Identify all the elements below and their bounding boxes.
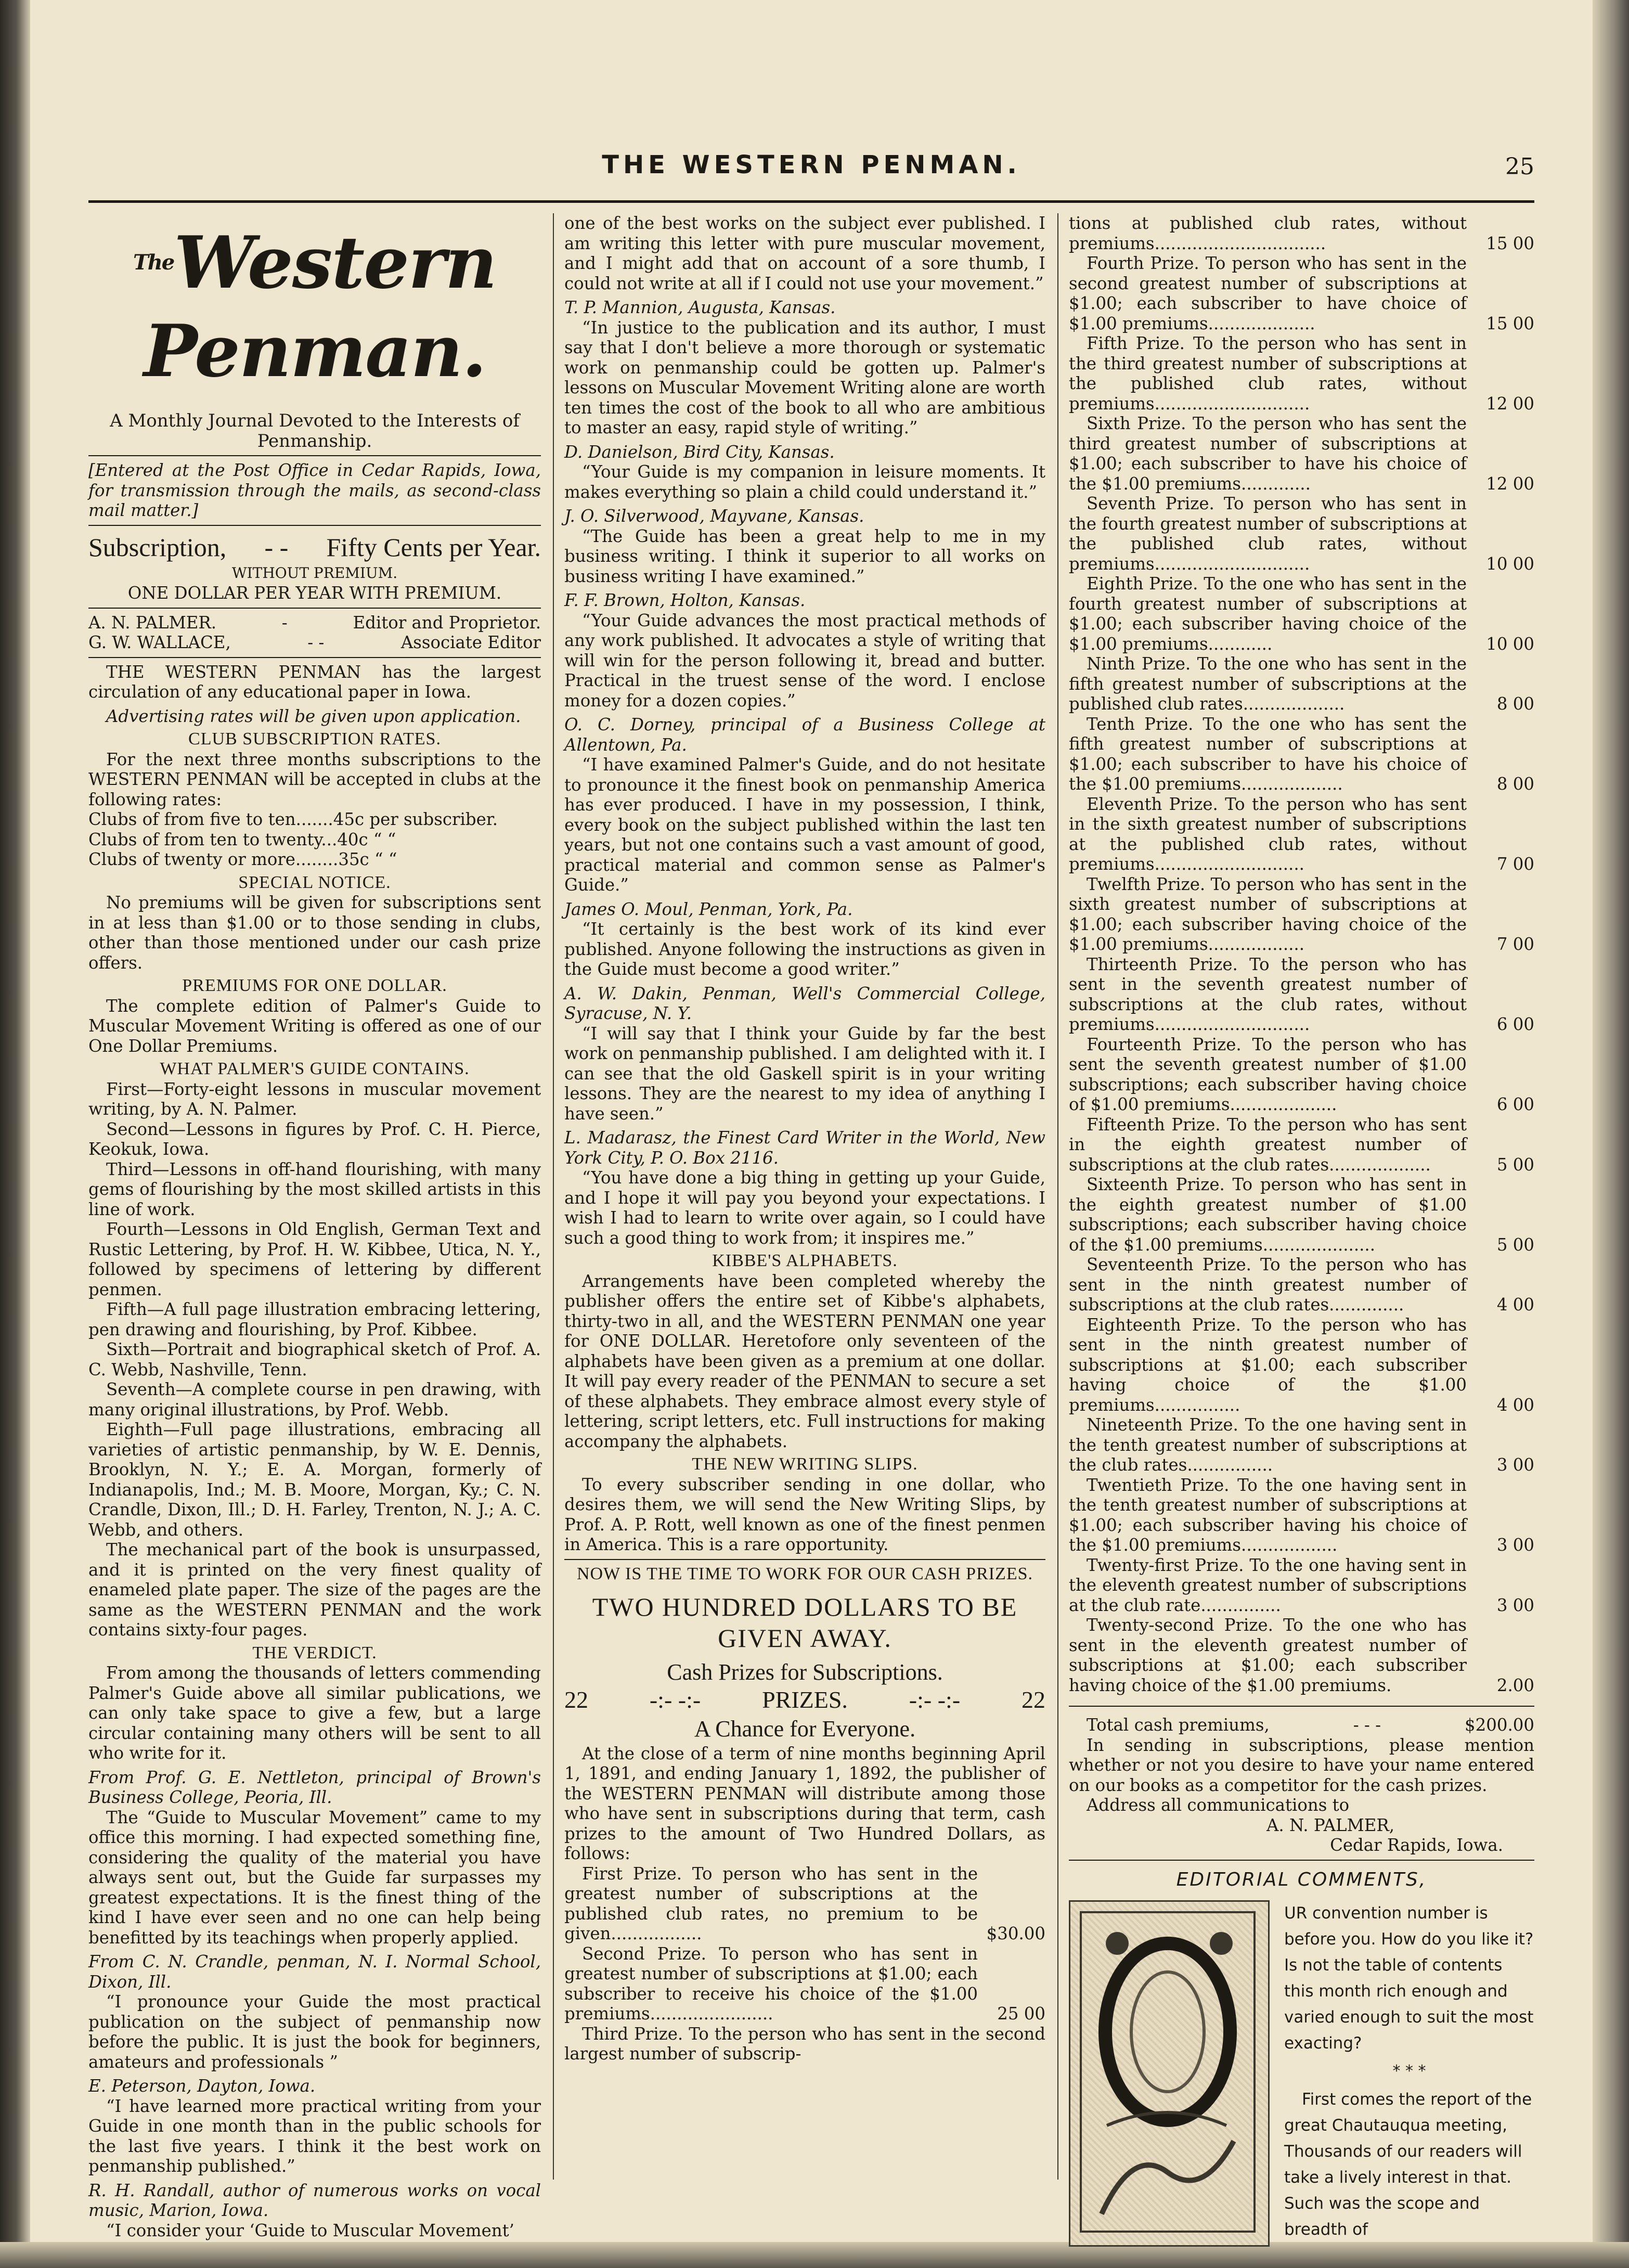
testimonial-text: “I pronounce your Guide the most practical publication on the subject of penmanship now before the public. It is just the book for beginners, amateurs and professionals ” <box>88 1992 541 2072</box>
divider <box>88 657 541 658</box>
subscription-line <box>88 531 541 563</box>
contents-fourth: Fourth—Lessons in Old English, German Text and Rustic Lettering, by Prof. H. W. Kibbee, Utica, N. Y., followed by specimens of lettering by different penmen. <box>88 1219 541 1299</box>
address-city: Cedar Rapids, Iowa. <box>1330 1835 1503 1855</box>
chance-for-everyone: A Chance for Everyone. <box>694 1716 916 1742</box>
contents-first: First—Forty-eight lessons in muscular movement writing, by A. N. Palmer. <box>88 1079 541 1119</box>
masthead-the: The <box>133 250 174 275</box>
prize-amount: 12 00 <box>1486 473 1534 494</box>
prize-description: Twenty-second Prize. To the one who has sent in the eleventh greatest number of subscriptions at $1.00; each subscriber having choice of the $1.00 premiums. <box>1069 1615 1467 1695</box>
prize-terms: At the close of a term of nine months beginning April 1, 1891, and ending January 1, 1892, the publisher of the WESTERN PENMAN will distribute among those who have sent in subscriptions during that term, cash prizes to the amount of Two Hundred Dollars, as follows: <box>564 1743 1045 1863</box>
special-notice-heading: SPECIAL NOTICE. <box>238 872 391 892</box>
testimonial-source: T. P. Mannion, Augusta, Kansas. <box>564 298 836 317</box>
divider <box>88 455 541 456</box>
testimonial-text: “Your Guide is my companion in leisure moments. It makes everything so plain a child could understand it.” <box>564 462 1045 502</box>
testimonial-text: The “Guide to Muscular Movement” came to my office this morning. I had expected something fine, considering the quality of the material you have always sent out, but the Guide far surpasses my greatest expectations. It is the finest thing of the kind I have ever seen and no one can help being benefitted by its teachings when properly applied. <box>88 1807 541 1948</box>
prize-description: Fifteenth Prize. To the person who has sent in the eighth greatest number of subscriptions at the club rates................... <box>1069 1114 1467 1175</box>
prize-item <box>1069 414 1534 494</box>
testimonial-source: From Prof. G. E. Nettleton, principal of Brown's Business College, Peoria, Ill. <box>88 1767 541 1807</box>
editorial-paragraph-2: First comes the report of the great Chautauqua meeting, Thousands of our readers will take a lively interest in that. Such was the scope and breadth of <box>1284 2090 1532 2239</box>
contents-seventh: Seventh—A complete course in pen drawing, with many original illustrations, by Prof. Webb. <box>88 1380 541 1420</box>
mechanical-part: The mechanical part of the book is unsurpassed, and it is printed on the very finest quality of enameled plate paper. The size of the pages are the same as the WESTERN PENMAN and the work contains sixty-four pages. <box>88 1540 541 1640</box>
now-is-the-time: NOW IS THE TIME TO WORK FOR OUR CASH PRIZES. <box>576 1564 1033 1583</box>
page-edge-right <box>1593 0 1629 2268</box>
with-premium: ONE DOLLAR PER YEAR WITH PREMIUM. <box>127 583 502 603</box>
prize-description: Twelfth Prize. To person who has sent in the sixth greatest number of subscriptions at $1.00; each subscriber having choice of the $1.00 premiums.................. <box>1069 874 1467 954</box>
prize-amount: $30.00 <box>986 1924 1045 1943</box>
prize-description: tions at published club rates, without premiums................................ <box>1069 213 1467 253</box>
testimonial-text: “I have examined Palmer's Guide, and do not hesitate to pronounce it the finest book on penmanship America has ever produced. I have in my possession, I think, every book on the subject published within the last ten years, but not one contains such a vast amount of good, practical material and common sense as Palmer's Guide.” <box>564 755 1045 895</box>
club-rates-heading: CLUB SUBSCRIPTION RATES. <box>188 729 441 749</box>
prize-amount: 3 00 <box>1496 1535 1534 1555</box>
prizes-ornament-left: -:- -:- <box>649 1686 701 1713</box>
prize-amount: 4 00 <box>1496 1295 1534 1315</box>
masthead-title: Western Penman. <box>143 220 497 393</box>
prize-item <box>1069 1475 1534 1555</box>
prize-amount: 4 00 <box>1496 1395 1534 1415</box>
prize-description: Seventeenth Prize. To the person who has sent in the ninth greatest number of subscriptions at the club rates.............. <box>1069 1255 1467 1315</box>
cash-prizes-title: Cash Prizes for Subscriptions. <box>667 1659 943 1685</box>
verdict-heading: THE VERDICT. <box>252 1643 377 1663</box>
editorial-stars: * * * <box>1392 2062 1426 2080</box>
editorial-paragraph-1: UR convention number is before you. How do you like it? Is not the table of contents this month rich enough and varied enough to suit the most exacting? <box>1284 1904 1534 2053</box>
premiums-heading: PREMIUMS FOR ONE DOLLAR. <box>182 976 447 995</box>
prize-amount: 8 00 <box>1496 774 1534 794</box>
drop-cap-illustration-icon <box>1070 1902 1265 2242</box>
subscription-price: Fifty Cents per Year. <box>326 532 541 562</box>
club-rate-1: Clubs of from five to ten.......45c per subscriber. <box>88 809 498 829</box>
prize-description: Sixteenth Prize. To person who has sent in the eighth greatest number of $1.00 subscriptions; each subscriber having choice of the $1.00 premiums..................... <box>1069 1175 1467 1255</box>
two-hundred-dollars-title: TWO HUNDRED DOLLARS TO BE GIVEN AWAY. <box>592 1592 1018 1653</box>
prize-amount: 6 00 <box>1496 1094 1534 1114</box>
editor-row-1 <box>88 613 541 633</box>
editor-row-2 <box>88 633 541 653</box>
prize-amount: 3 00 <box>1496 1595 1534 1615</box>
testimonial-source: A. W. Dakin, Penman, Well's Commercial College, Syracuse, N. Y. <box>564 983 1045 1023</box>
prize-description: Eleventh Prize. To the person who has sent in the sixth greatest number of subscriptions at the published club rates, without premiums............................ <box>1069 794 1467 874</box>
testimonial-source: O. C. Dorney, principal of a Business College at Allentown, Pa. <box>564 715 1045 755</box>
prize-description: Fifth Prize. To the person who has sent in the third greatest number of subscriptions at the published club rates, without premiums............................. <box>1069 333 1467 414</box>
prizes-count-left: 22 <box>564 1686 588 1713</box>
address-name: A. N. PALMER, <box>1266 1815 1395 1835</box>
divider <box>88 608 541 609</box>
testimonial-source: J. O. Silverwood, Mayvane, Kansas. <box>564 506 864 526</box>
prize-item <box>1069 794 1534 874</box>
prize-item <box>1069 1175 1534 1255</box>
prizes-ornament-right: -:- -:- <box>909 1686 961 1713</box>
prize-item <box>1069 574 1534 654</box>
total-amount: $200.00 <box>1465 1715 1534 1735</box>
page-number: 25 <box>1505 153 1534 180</box>
prize-item <box>1069 1415 1534 1475</box>
prize-amount: 6 00 <box>1496 1014 1534 1034</box>
newspaper-page <box>88 133 1534 2240</box>
prize-description: Seventh Prize. To person who has sent in the fourth greatest number of subscriptions at the published club rates, without premiums............................. <box>1069 494 1467 574</box>
masthead-logo <box>88 218 541 395</box>
divider <box>564 1559 1045 1560</box>
prize-item <box>1069 333 1534 414</box>
testimonial-source: L. Madarasz, the Finest Card Writer in the World, New York City, P. O. Box 2116. <box>564 1128 1045 1168</box>
prize-amount: 7 00 <box>1496 854 1534 874</box>
testimonial-text: one of the best works on the subject ever published. I am writing this letter with pure muscular movement, and I might add that on account of a sore thumb, I could not write at all if I could not use your movement.” <box>564 213 1045 293</box>
column-3 <box>1069 213 1534 2239</box>
club-rate-2: Clubs of from ten to twenty...40c “ “ <box>88 829 396 849</box>
editor1-name: A. N. PALMER. <box>88 612 217 633</box>
column-rule-2 <box>1057 213 1058 2180</box>
largest-circulation: THE WESTERN PENMAN has the largest circulation of any educational paper in Iowa. <box>88 662 541 702</box>
testimonial-source: James O. Moul, Penman, York, Pa. <box>564 899 853 919</box>
divider <box>88 525 541 526</box>
prize-item <box>1069 1035 1534 1115</box>
prize-item <box>1069 1615 1534 1695</box>
total-cash-premiums <box>1069 1706 1534 1735</box>
prize-item <box>1069 714 1534 794</box>
prize-description: Eighteenth Prize. To the person who has sent in the ninth greatest number of subscriptions at $1.00; each subscriber having choice of the $1.00 premiums................ <box>1069 1315 1467 1415</box>
editorial-body <box>1069 1900 1534 2247</box>
prize-description: Thirteenth Prize. To the person who has sent in the seventh greatest number of subscriptions at the club rates, without premiums............................. <box>1069 954 1467 1034</box>
prizes-count-right: 22 <box>1022 1686 1045 1713</box>
kibbe-text: Arrangements have been completed whereby the publisher offers the entire set of Kibbe's alphabets, thirty-two in all, and the WESTERN PENMAN one year for ONE DOLLAR. Heretofore only seventeen of the alphabets have been given as a premium at one dollar. It will pay every reader of the PENMAN to secure a set of these alphabets. They embrace almost every style of lettering, script letters, etc. Full instructions for making accompany the alphabets. <box>564 1271 1045 1451</box>
subscription-dash: - - <box>264 532 289 562</box>
prizes-banner <box>564 1686 1045 1713</box>
ornamental-drop-cap-o <box>1069 1900 1270 2247</box>
testimonial-text: “It certainly is the best work of its kind ever published. Anyone following the instructions as given in the Guide must become a good writer.” <box>564 919 1045 979</box>
prize-item <box>1069 1115 1534 1175</box>
testimonial-source: E. Peterson, Dayton, Iowa. <box>88 2076 316 2096</box>
prize-description: Eighth Prize. To the one who has sent in the fourth greatest number of subscriptions at $1.00; each subscriber having choice of the $1.00 premiums............ <box>1069 574 1467 654</box>
editor2-role: Associate Editor <box>400 633 541 652</box>
prize-description: Sixth Prize. To the person who has sent the third greatest number of subscriptions at $1.00; each subscriber to have his choice of the $1.00 premiums............. <box>1069 414 1467 494</box>
prize-item <box>1069 955 1534 1035</box>
prize-description: Third Prize. To the person who has sent in the second largest number of subscrip- <box>564 2024 1045 2064</box>
prize-description: Tenth Prize. To the one who has sent the fifth greatest number of subscriptions at $1.00; each subscriber to have his choice of the $1.00 premiums................... <box>1069 714 1467 794</box>
contents-eighth: Eighth—Full page illustrations, embracing all varieties of artistic penmanship, by W. E. Dennis, Brooklyn, N. Y.; E. A. Morgan, formerly of Indianapolis, Ind.; M. B. Moore, Morgan, Ky.; C. N. Crandle, Dixon, Ill.; D. H. Farley, Trenton, N. J.; A. C. Webb, and others. <box>88 1420 541 1540</box>
advertising-rates: Advertising rates will be given upon application. <box>106 706 521 726</box>
divider <box>1069 1860 1534 1861</box>
prize-amount: 5 00 <box>1496 1154 1534 1175</box>
prize-description: First Prize. To person who has sent in the greatest number of subscriptions at the published club rates, no premium to be given................. <box>564 1863 978 1943</box>
testimonial-text: “In justice to the publication and its author, I must say that I don't believe a more thorough or systematic work on penmanship could be gotten up. Palmer's lessons on Muscular Movement Writing alone are worth ten times the cost of the book to all who are ambitious to master an easy, rapid style of writing.” <box>564 317 1045 437</box>
testimonial-source: D. Danielson, Bird City, Kansas. <box>564 442 835 462</box>
prize-description: Fourteenth Prize. To the person who has sent the seventh greatest number of $1.00 subscriptions; each subscriber having choice of $1.00 premiums.................... <box>1069 1034 1467 1114</box>
prize-amount: 7 00 <box>1496 934 1534 954</box>
subscription-label: Subscription, <box>88 532 227 562</box>
editor2-dash: - - <box>307 633 325 652</box>
testimonial-text: “I consider your ‘Guide to Muscular Movement’ <box>106 2220 514 2240</box>
contents-sixth: Sixth—Portrait and biographical sketch of Prof. A. C. Webb, Nashville, Tenn. <box>88 1339 541 1380</box>
address-line: Address all communications to <box>1087 1795 1350 1815</box>
contents-third: Third—Lessons in off-hand flourishing, with many gems of flourishing by the most skilled artists in this line of work. <box>88 1159 541 1219</box>
prize-item <box>1069 1555 1534 1616</box>
prize-item <box>564 1944 1045 2024</box>
prize-item <box>1069 654 1534 714</box>
verdict-intro: From among the thousands of letters commending Palmer's Guide above all similar publications, we can only take space to give a few, but a large circular containing many others will be sent to all who write for it. <box>88 1663 541 1763</box>
contents-second: Second—Lessons in figures by Prof. C. H. Pierce, Keokuk, Iowa. <box>88 1119 541 1159</box>
testimonial-text: “The Guide has been a great help to me in my business writing. I think it superior to all works on business writing I have examined.” <box>564 526 1045 586</box>
prize-amount: 2.00 <box>1496 1675 1534 1695</box>
column-2 <box>564 213 1045 2180</box>
prize-item <box>1069 874 1534 955</box>
kibbe-heading: KIBBE'S ALPHABETS. <box>712 1251 898 1270</box>
prize-description: Fourth Prize. To person who has sent in the second greatest number of subscriptions at $1.00; each subscriber to have choice of $1.00 premiums.................... <box>1069 253 1467 333</box>
prize-amount: 15 00 <box>1486 233 1534 253</box>
prize-amount: 10 00 <box>1486 634 1534 654</box>
prize-amount: 25 00 <box>997 2004 1045 2024</box>
prize-amount: 5 00 <box>1496 1234 1534 1255</box>
sending-note: In sending in subscriptions, please mention whether or not you desire to have your name entered on our books as a competitor for the cash prizes. <box>1069 1735 1534 1795</box>
editorial-comments-heading: EDITORIAL COMMENTS, <box>1176 1868 1427 1890</box>
prizes-label: PRIZES. <box>762 1686 848 1713</box>
testimonial-source: From C. N. Crandle, penman, N. I. Normal School, Dixon, Ill. <box>88 1952 541 1992</box>
testimonial-source: F. F. Brown, Holton, Kansas. <box>564 590 806 610</box>
prize-description: Twentieth Prize. To the one having sent in the tenth greatest number of subscriptions at $1.00; each subscriber having his choice of the $1.00 premiums.................. <box>1069 1475 1467 1555</box>
total-label: Total cash premiums, <box>1087 1715 1270 1735</box>
testimonial-text: “I will say that I think your Guide by far the best work on penmanship published. I am delighted with it. I can see that the old Gaskell spirit is in your writing lessons. They are the nearest to my idea of anything I have seen.” <box>564 1023 1045 1124</box>
writing-slips-text: To every subscriber sending in one dollar, who desires them, we will send the New Writing Slips, by Prof. A. P. Rott, well known as one of the finest penmen in America. This is a rare opportunity. <box>564 1474 1045 1554</box>
prize-amount: 10 00 <box>1486 553 1534 574</box>
special-notice-text: No premiums will be given for subscriptions sent in at less than $1.00 or to those sending in clubs, other than those mentioned under our cash prize offers. <box>88 893 541 973</box>
prize-item <box>1069 494 1534 574</box>
book-binding-shadow <box>0 0 30 2268</box>
editor2-name: G. W. WALLACE, <box>88 633 231 652</box>
testimonial-text: “Your Guide advances the most practical methods of any work published. It advocates a style of writing that will win for the person following it, bread and butter. Practical in the truest sense of the word. I enclose money for a dozen copies.” <box>564 610 1045 711</box>
prize-item <box>1069 213 1534 253</box>
contents-fifth: Fifth—A full page illustration embracing lettering, pen drawing and flourishing, by Prof. Kibbee. <box>88 1299 541 1339</box>
prize-description: Twenty-first Prize. To the one having sent in the eleventh greatest number of subscriptions at the club rate............... <box>1069 1555 1467 1615</box>
prize-amount: 12 00 <box>1486 393 1534 414</box>
prize-item <box>564 1864 1045 1944</box>
writing-slips-heading: THE NEW WRITING SLIPS. <box>692 1454 918 1474</box>
prize-item <box>1069 253 1534 333</box>
club-rates-intro: For the next three months subscriptions to the WESTERN PENMAN will be accepted in clubs at the following rates: <box>88 749 541 809</box>
editorial-text <box>1284 1900 1534 2247</box>
testimonial-text: “You have done a big thing in getting up your Guide, and I hope it will pay you beyond your expectations. I wish I had to learn to write over again, so I could have such a good thing to work from; it inspires me.” <box>564 1168 1045 1248</box>
running-title: THE WESTERN PENMAN. <box>602 150 1021 179</box>
prize-description: Ninth Prize. To the one who has sent in the fifth greatest number of subscriptions at the published club rates................... <box>1069 654 1467 714</box>
premiums-text: The complete edition of Palmer's Guide to Muscular Movement Writing is offered as one of our One Dollar Premiums. <box>88 996 541 1056</box>
prize-amount: 3 00 <box>1496 1455 1534 1475</box>
running-head <box>88 148 1534 203</box>
guide-contents-heading: WHAT PALMER'S GUIDE CONTAINS. <box>160 1059 470 1078</box>
masthead-subtitle: A Monthly Journal Devoted to the Interests of Penmanship. <box>110 410 520 452</box>
prize-amount: 15 00 <box>1486 313 1534 333</box>
testimonial-source: R. H. Randall, author of numerous works on vocal music, Marion, Iowa. <box>88 2180 541 2220</box>
total-dash: - - - <box>1353 1715 1381 1735</box>
without-premium: WITHOUT PREMIUM. <box>231 564 398 582</box>
club-rate-3: Clubs of twenty or more........35c “ “ <box>88 849 397 869</box>
prize-description: Nineteenth Prize. To the one having sent in the tenth greatest number of subscriptions at the club rates................ <box>1069 1415 1467 1475</box>
column-1 <box>88 213 541 2240</box>
testimonial-text: “I have learned more practical writing from your Guide in one month than in the public schools for the last five years. I think it the best work on penmanship published.” <box>88 2096 541 2176</box>
editor1-role: Editor and Proprietor. <box>353 612 541 633</box>
prize-item <box>1069 1315 1534 1415</box>
prize-amount: 8 00 <box>1496 694 1534 714</box>
masthead-entered: [Entered at the Post Office in Cedar Rapids, Iowa, for transmission through the mails, as second-class mail matter.] <box>88 460 541 520</box>
prize-description: Second Prize. To person who has sent in greatest number of subscriptions at $1.00; each subscriber to receive his choice of the $1.00 premiums....................... <box>564 1943 978 2024</box>
editor1-dash: - <box>281 612 288 633</box>
column-rule-1 <box>553 213 554 2180</box>
prize-item <box>1069 1255 1534 1315</box>
